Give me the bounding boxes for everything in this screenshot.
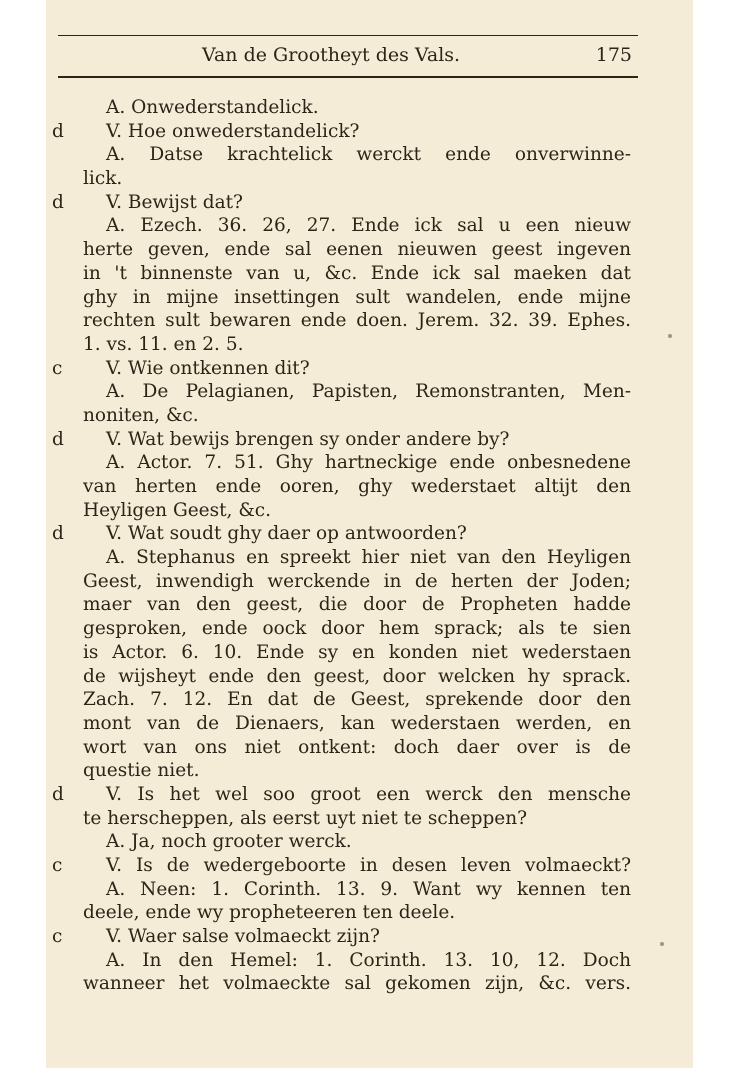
margin-marker: d: [52, 523, 64, 545]
line-text: te herscheppen, als eerst uyt niet te scheppen?: [83, 807, 528, 829]
text-line: [0, 475, 738, 499]
line-text: herte geven, ende sal eenen nieuwen geest ingeven: [83, 239, 631, 261]
margin-marker: d: [52, 783, 64, 805]
line-text: Heyligen Geest, &c.: [83, 499, 272, 521]
text-line: [0, 830, 738, 854]
text-line: [0, 570, 738, 594]
text-line: [0, 143, 738, 167]
line-text: V. Hoe onwederstandelick?: [106, 120, 360, 142]
margin-marker: d: [52, 191, 64, 213]
text-line: [0, 238, 738, 262]
text-line: [0, 546, 738, 570]
text-line: [0, 854, 738, 878]
line-text: de wijsheyt ende den geest, door welcken hy sprack.: [83, 665, 631, 687]
text-line: [0, 972, 738, 996]
text-line: [0, 688, 738, 712]
line-text: is Actor. 6. 10. Ende sy en konden niet wederstaen: [83, 641, 631, 663]
line-text: A. De Pelagianen, Papisten, Remonstranten, Men-: [106, 381, 631, 403]
header-rule-top: [58, 35, 638, 36]
line-text: V. Is het wel soo groot een werck den mensche: [106, 783, 631, 805]
line-text: 1. vs. 11. en 2. 5.: [83, 333, 244, 355]
line-text: A. Neen: 1. Corinth. 13. 9. Want wy kennen ten: [106, 878, 631, 900]
text-line: [0, 380, 738, 404]
text-line: [0, 357, 738, 381]
text-line: [0, 262, 738, 286]
text-line: [0, 404, 738, 428]
line-text: ghy in mijne insettingen sult wandelen, ende mijne: [83, 286, 631, 308]
margin-marker: d: [52, 428, 64, 450]
text-line: [0, 712, 738, 736]
running-title: Van de Grootheyt des Vals.: [202, 44, 461, 66]
line-text: A. Stephanus en spreekt hier niet van den Heyligen: [106, 547, 631, 569]
line-text: mont van de Dienaers, kan wederstaen werden, en: [83, 712, 631, 734]
line-text: rechten sult bewaren ende doen. Jerem. 32. 39. Ephes.: [83, 310, 631, 332]
text-line: [0, 451, 738, 475]
header-rule-bottom: [58, 76, 638, 78]
text-line: [0, 878, 738, 902]
text-line: [0, 191, 738, 215]
line-text: V. Is de wedergeboorte in desen leven volmaeckt?: [106, 855, 631, 876]
text-line: [0, 499, 738, 523]
line-text: in 't binnenste van u, &c. Ende ick sal maeken dat: [83, 262, 631, 284]
line-text: A. Ezech. 36. 26, 27. Ende ick sal u een nieuw: [106, 215, 631, 237]
line-text: noniten, &c.: [83, 404, 199, 426]
line-text: A. Datse krachtelick werckt ende onverwinne-: [106, 144, 631, 166]
text-line: [0, 949, 738, 973]
line-text: A. Ja, noch grooter werck.: [106, 831, 352, 853]
text-line: [0, 120, 738, 144]
line-text: deele, ende wy propheteeren ten deele.: [83, 902, 456, 924]
text-line: [0, 665, 738, 689]
text-line: [0, 617, 738, 641]
line-text: Zach. 7. 12. En dat de Geest, sprekende door den: [83, 689, 631, 711]
line-text: maer van den geest, die door de Propheten hadde: [83, 594, 631, 616]
text-line: [0, 759, 738, 783]
page-body: [0, 96, 738, 996]
running-header: [58, 44, 638, 72]
text-line: [0, 286, 738, 310]
text-line: [0, 333, 738, 357]
line-text: V. Wie ontkennen dit?: [106, 357, 310, 379]
text-line: [0, 309, 738, 333]
margin-marker: c: [52, 926, 63, 948]
text-line: [0, 901, 738, 925]
line-text: V. Bewijst dat?: [106, 191, 243, 213]
line-text: wanneer het volmaeckte sal gekomen zijn, &c. vers.: [83, 973, 631, 995]
line-text: V. Waer salse volmaeckt zijn?: [106, 926, 380, 948]
text-line: [0, 925, 738, 949]
text-line: [0, 214, 738, 238]
text-line: [0, 807, 738, 831]
line-text: V. Wat bewijs brengen sy onder andere by?: [106, 428, 510, 450]
margin-marker: c: [52, 855, 63, 876]
line-text: A. Onwederstandelick.: [106, 97, 319, 118]
line-text: questie niet.: [83, 760, 200, 782]
line-text: A. In den Hemel: 1. Corinth. 13. 10, 12. Doch: [106, 949, 631, 971]
line-text: Geest, inwendigh werckende in de herten der Joden;: [83, 570, 631, 592]
line-text: gesproken, ende oock door hem sprack; als te sien: [83, 618, 631, 640]
text-line: [0, 96, 738, 120]
line-text: van herten ende ooren, ghy wederstaet altijt den: [83, 476, 631, 497]
margin-marker: c: [52, 357, 63, 379]
text-line: [0, 593, 738, 617]
line-text: lick.: [83, 168, 123, 190]
text-line: [0, 522, 738, 546]
line-text: wort van ons niet ontkent: doch daer over is de: [83, 736, 631, 758]
text-line: [0, 736, 738, 760]
page-number: 175: [595, 44, 632, 66]
text-line: [0, 641, 738, 665]
text-line: [0, 783, 738, 807]
margin-marker: d: [52, 120, 64, 142]
line-text: V. Wat soudt ghy daer op antwoorden?: [106, 523, 467, 545]
line-text: A. Actor. 7. 51. Ghy hartneckige ende onbesnedene: [106, 452, 631, 474]
text-line: [0, 167, 738, 191]
text-line: [0, 428, 738, 452]
